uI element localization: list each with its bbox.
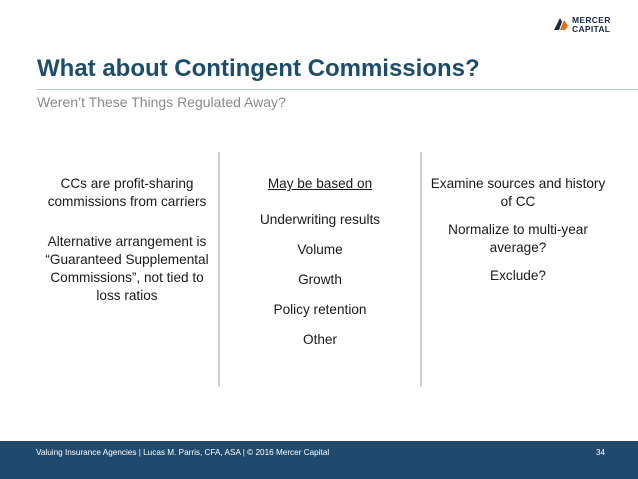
list-item: Volume xyxy=(297,242,343,257)
footer-text: Valuing Insurance Agencies | Lucas M. Parris, CFA, ASA | © 2016 Mercer Capital xyxy=(36,448,330,457)
paragraph-alternative-arrangement: Alternative arrangement is “Guaranteed Supplemental Commissions”, not tied to loss ratios xyxy=(45,234,209,303)
column-heading: May be based on xyxy=(267,176,373,191)
list-item: Underwriting results xyxy=(259,212,381,227)
slide-title: What about Contingent Commissions? xyxy=(37,55,480,82)
logo-text-capital: CAPITAL xyxy=(572,24,611,34)
title-rule xyxy=(37,89,638,90)
paragraph-examine-sources: Examine sources and history of CC xyxy=(430,176,606,209)
paragraph-cc-definition: CCs are profit-sharing commissions from carriers xyxy=(47,176,207,209)
list-item: Other xyxy=(303,332,337,347)
slide-subtitle: Weren’t These Things Regulated Away? xyxy=(37,94,286,110)
column-right xyxy=(428,175,608,285)
column-left xyxy=(42,175,212,305)
list-item: Policy retention xyxy=(273,302,367,317)
column-divider-1 xyxy=(218,152,220,387)
paragraph-exclude: Exclude? xyxy=(490,268,546,283)
mercer-capital-logo xyxy=(553,13,625,35)
footer-bar xyxy=(0,441,638,479)
paragraph-normalize: Normalize to multi-year average? xyxy=(448,222,588,255)
logo-mark-icon xyxy=(553,15,569,31)
column-divider-2 xyxy=(420,152,422,387)
column-middle xyxy=(230,175,410,349)
page-number: 34 xyxy=(596,448,606,457)
list-item: Growth xyxy=(298,272,342,287)
logo-text-mercer: MERCER xyxy=(572,15,611,25)
